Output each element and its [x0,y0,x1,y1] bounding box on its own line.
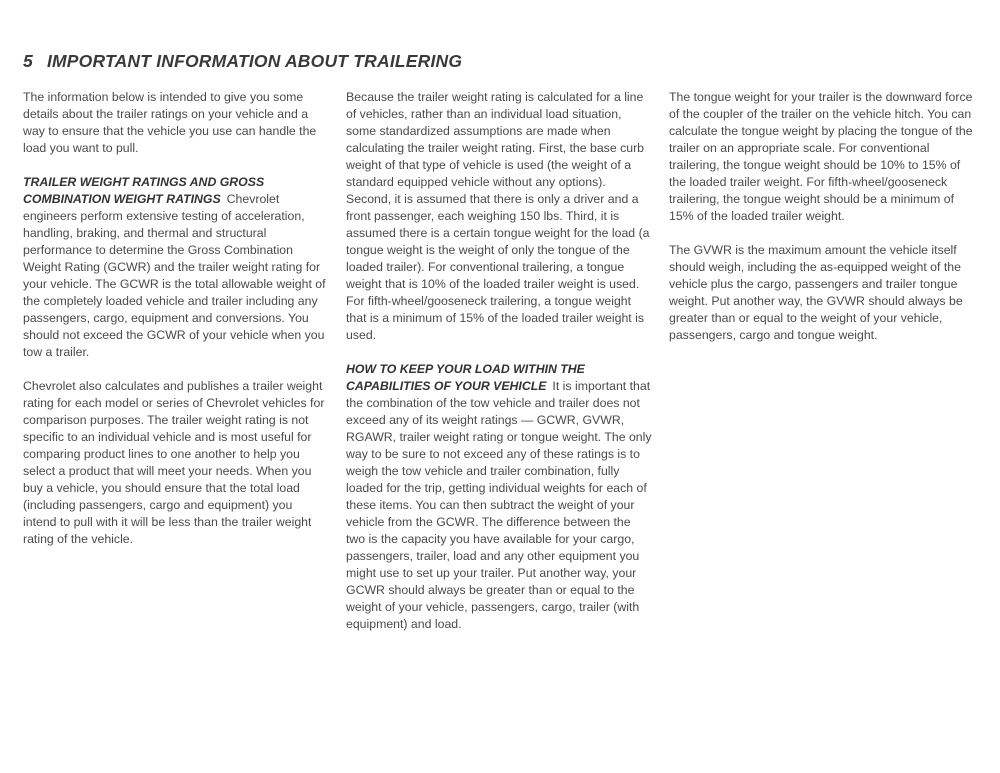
gvwr-paragraph: The GVWR is the maximum amount the vehicle itself should weigh, including the as-equipped weight of the vehicle plus the cargo, passengers and trailer tongue weight. Put another way, the GVWR should always be greater than or equal to the weight of your vehicle, passengers, cargo and tongue weight. [669,243,963,342]
tongue-weight-paragraph: The tongue weight for your trailer is the downward force of the coupler of the trailer on the vehicle hitch. You can calculate the tongue weight by placing the tongue of the trailer on an appropriate scale. For conventional trailering, the tongue weight should be 10% to 15% of the loaded trailer weight. For fifth-wheel/gooseneck trailering, the tongue weight should be a minimum of 15% of the loaded trailer weight. [669,90,973,223]
column-1 [23,89,328,565]
capabilities-subheading: HOW TO KEEP YOUR LOAD WITHIN THE CAPABILITIES OF YOUR VEHICLE [346,362,585,393]
section-title [23,51,462,72]
capabilities-paragraph [346,361,652,633]
section-title-text: IMPORTANT INFORMATION ABOUT TRAILERING [46,51,463,71]
section-number: 5 [23,51,33,71]
column-2 [346,89,652,650]
assumptions-paragraph: Because the trailer weight rating is calculated for a line of vehicles, rather than an individual load situation, some standardized assumptions are made when calculating the trailer weight rating. First, the base curb weight of that type of vehicle is used (the weight of a standard equipped vehicle without any options). Second, it is assumed that there is only a driver and a front passenger, each weighing 150 lbs. Third, it is assumed there is a certain tongue weight for the load (a tongue weight is the weight of only the tongue of the loaded trailer). For conventional trailering, a tongue weight that is 10% of the loaded trailer weight is used. For fifth-wheel/gooseneck trailering, a tongue weight that is a minimum of 15% of the loaded trailer weight is used. [346,90,650,342]
ratings-subheading: TRAILER WEIGHT RATINGS AND GROSS COMBINATION WEIGHT RATINGS [23,175,265,206]
publish-paragraph: Chevrolet also calculates and publishes a trailer weight rating for each model or series of Chevrolet vehicles for comparison purposes. The trailer weight rating is not specific to an individual vehicle and is most useful for comparing product lines to one another to help you select a product that will meet your needs. When you buy a vehicle, you should ensure that the total load (including passengers, cargo and equipment) you intend to pull with it will be less than the trailer weight rating of the vehicle. [23,379,325,546]
ratings-text: Chevrolet engineers perform extensive testing of acceleration, handling, braking, and thermal and structural performance to determine the Gross Combination Weight Rating (GCWR) and the trailer weight rating for your vehicle. The GCWR is the total allowable weight of the completely loaded vehicle and trailer including any passengers, cargo, equipment and conversions. You should not exceed the GCWR of your vehicle when you tow a trailer. [23,192,326,359]
column-3 [669,89,979,361]
capabilities-text: It is important that the combination of the tow vehicle and trailer does not exceed any of its weight ratings — GCWR, GVWR, RGAWR, trailer weight rating or tongue weight. The only way to be sure to not exceed any of these ratings is to weigh the tow vehicle and trailer combination, fully loaded for the trip, getting individual weights for each of these items. You can then subtract the weight of your vehicle from the GCWR. The difference between the two is the capacity you have available for your cargo, passengers, trailer, load and any other equipment you might use to set up your trailer. Put another way, your GCWR should always be greater than or equal to the weight of your vehicle, passengers, cargo, trailer (with equipment) and load. [346,379,652,631]
intro-paragraph: The information below is intended to give you some details about the trailer ratings on your vehicle and a way to ensure that the vehicle you use can handle the load you want to pull. [23,90,317,155]
ratings-paragraph [23,174,328,361]
